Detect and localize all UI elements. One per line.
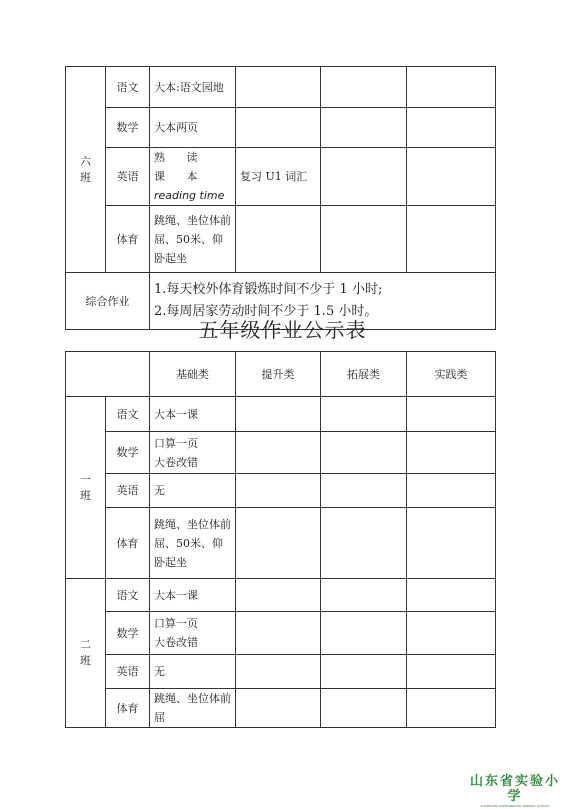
basic-cell [150,148,236,206]
practice-cell [407,67,496,108]
header-corner [66,352,150,397]
basic-cell: 口算一页 大卷改错 [150,432,236,474]
logo-chinese-name: 山东省实验小学 [470,774,561,804]
subject-cell: 语文 [106,397,150,432]
handwritten-text: reading time [154,189,225,202]
basic-text-line: 熟 读 课 本 [154,151,207,183]
subject-cell: 数学 [106,612,150,655]
basic-cell: 口算一页 大卷改错 [150,612,236,655]
page-title: 五年级作业公示表 [198,318,367,342]
extend-cell [321,67,407,108]
subject-cell: 数学 [106,432,150,474]
subject-cell: 体育 [106,206,150,273]
header-practice: 实践类 [407,352,496,397]
header-extend: 拓展类 [321,352,407,397]
header-improve: 提升类 [236,352,321,397]
logo-english-name: SHANDONG EXPERIMENTAL PRIMARY SCHOOL [480,804,550,808]
header-basic: 基础类 [150,352,236,397]
school-logo [470,774,560,809]
comprehensive-line-1: 1.每天校外体育锻炼时间不少于 1 小时; [154,282,383,297]
basic-cell: 大本:语文园地 [150,67,236,108]
extend-cell [321,148,407,206]
basic-cell: 跳绳、坐位体前屈 [150,689,236,728]
basic-cell: 跳绳、坐位体前屈、50米、仰卧起坐 [150,206,236,273]
improve-cell [236,108,321,148]
subject-cell: 体育 [106,508,150,579]
subject-cell: 英语 [106,474,150,508]
basic-cell: 无 [150,474,236,508]
subject-cell: 英语 [106,655,150,689]
class-six-homework-table [65,66,496,330]
basic-cell: 跳绳、坐位体前屈、50米、仰卧起坐 [150,508,236,579]
improve-cell: 复习 U1 词汇 [236,148,321,206]
basic-cell: 大本一课 [150,397,236,432]
basic-cell: 大本一课 [150,579,236,612]
improve-cell [236,67,321,108]
practice-cell [407,206,496,273]
basic-cell: 无 [150,655,236,689]
subject-cell: 体育 [106,689,150,728]
comprehensive-line-2: 2.每周居家劳动时间不少于 1.5 小时。 [154,304,378,319]
improve-cell [236,206,321,273]
subject-cell: 数学 [106,108,150,148]
extend-cell [321,108,407,148]
class-label: 一 班 [66,397,106,579]
subject-cell: 语文 [106,579,150,612]
extend-cell [321,206,407,273]
practice-cell [407,148,496,206]
class-label: 二 班 [66,579,106,728]
practice-cell [407,108,496,148]
grade-five-homework-table [65,351,496,728]
subject-cell: 英语 [106,148,150,206]
comprehensive-label: 综合作业 [66,273,150,330]
subject-cell: 语文 [106,67,150,108]
basic-cell: 大本两页 [150,108,236,148]
class-label: 六 班 [66,67,106,273]
